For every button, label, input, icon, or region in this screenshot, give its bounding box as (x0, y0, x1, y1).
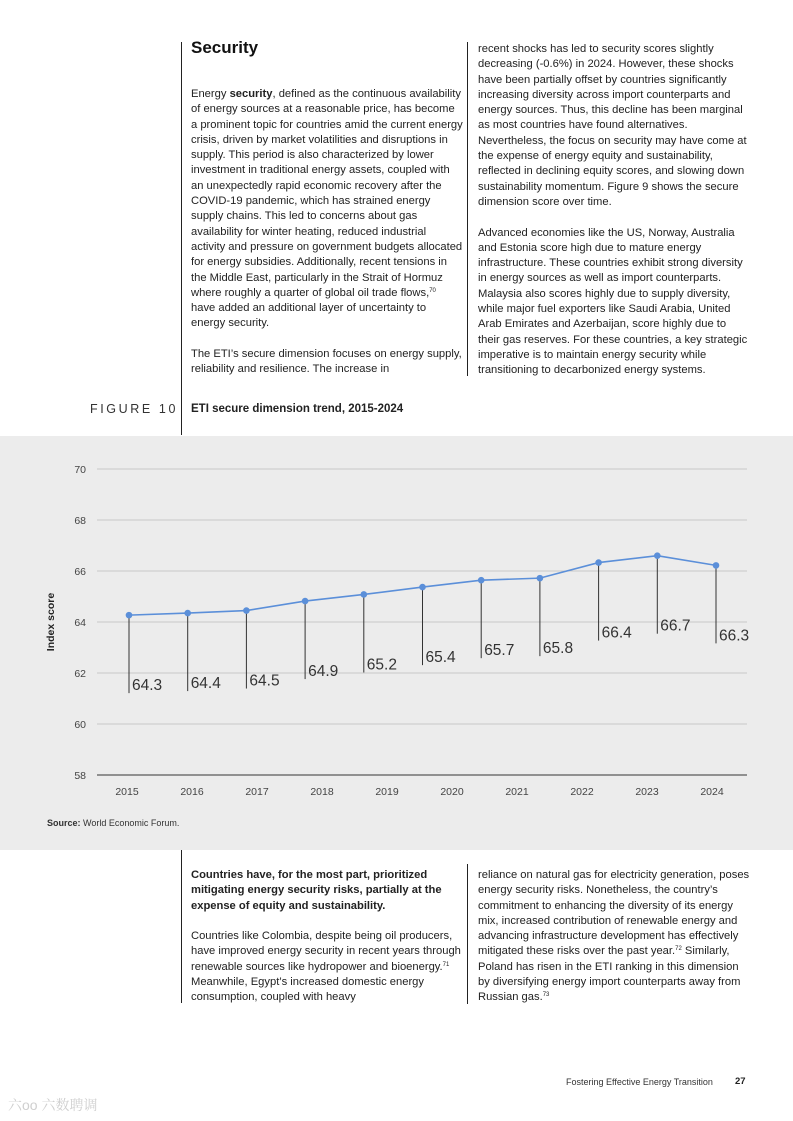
y-axis-title: Index score (45, 592, 57, 652)
data-label: 64.5 (249, 672, 280, 690)
column-divider-left-lower (181, 850, 182, 1003)
data-point (654, 552, 661, 559)
intro-paragraph-3: recent shocks has led to security scores slightly decreasing (-0.6%) in 2024. However, these shocks have been partially offset by countries significantly increasing diversity across import counterparts and energy sources. Thus, this decline has been marginal as most countries have found alternatives. Nevertheless, the focus on security may have come at the expense of energy equity and sustainability, reflected in declining equity scores, and slowing down sustainability momentum. Figure 9 shows the secure dimension score over time. (478, 43, 747, 208)
footnote-marker: 72 (675, 946, 682, 953)
data-label: 65.7 (484, 642, 515, 660)
y-tick-label: 60 (74, 719, 86, 731)
lower-paragraph-2 (478, 868, 750, 1006)
data-point (361, 591, 368, 598)
y-tick-label: 70 (74, 464, 86, 476)
data-label: 66.7 (660, 617, 691, 635)
data-label: 64.9 (308, 663, 339, 681)
y-tick-label: 58 (74, 770, 86, 782)
data-label: 65.2 (366, 656, 397, 674)
y-tick-label: 68 (74, 515, 86, 527)
x-tick-label: 2024 (700, 786, 724, 798)
footnote-marker: 70 (429, 287, 436, 294)
x-tick-label: 2017 (245, 786, 269, 798)
x-tick-label: 2016 (180, 786, 204, 798)
intro-paragraph-4: Advanced economies like the US, Norway, Australia and Estonia score high due to mature energy infrastructure. These countries exhibit strong diversity in energy sources as well as import counterparts. Malaysia also scores highly due to supply diversity, while major fuel exporters like Saudi Arabia, United Arab Emirates and Azerbaijan, score highly due to their gas reserves. For these countries, a key strategic imperative is to maintain energy security while transitioning to decarbonized energy systems. (478, 226, 748, 377)
figure-label: FIGURE 10 (90, 402, 178, 416)
data-label: 65.8 (542, 640, 574, 658)
intro-paragraph-1 (191, 87, 463, 332)
footer-title: Fostering Effective Energy Transition (566, 1077, 713, 1087)
text-run: Energy (191, 88, 230, 100)
lead-statement: Countries have, for the most part, prioritized mitigating energy security risks, partially at the expense of equity and sustainability. (191, 869, 442, 912)
data-point (713, 562, 720, 569)
intro-paragraph-2: The ETI’s secure dimension focuses on energy supply, reliability and resilience. The increase in (191, 348, 462, 376)
data-point (126, 612, 133, 619)
lower-column-left (191, 868, 463, 1006)
data-label: 64.3 (132, 677, 163, 695)
lower-paragraph-1 (191, 929, 463, 1005)
data-point (537, 575, 544, 582)
chart-panel (0, 436, 793, 850)
x-tick-label: 2019 (375, 786, 399, 798)
x-tick-label: 2022 (570, 786, 594, 798)
figure-source (47, 818, 179, 828)
y-tick-label: 64 (74, 617, 86, 629)
column-divider-right-lower (467, 864, 468, 1004)
footnote-marker: 71 (442, 961, 450, 968)
line-chart (0, 436, 793, 850)
section-title: Security (191, 38, 259, 57)
text-run: , defined as the continuous availability of energy sources at a reasonable price, has become a prominent topic for countries amid the current energy crisis, driven by market volatilities and disruptions in supply. This period is also characterized by lower investment in traditional energy assets, coupled with an unexpectedly rapid economic recovery after the COVID-19 pandemic, which has strained energy supply chains. This led to concerns about gas availability for winter heating, reduced industrial activity and pressure on government budgets allocated for energy subsidies. Additionally, recent tensions in the Middle East, particularly in the Strait of Hormuz where roughly a quarter of global oil trade flows, (191, 88, 463, 299)
column-divider-right (467, 42, 468, 376)
source-text: World Economic Forum. (80, 818, 180, 828)
text-run: Similarly, Poland has risen in the ETI ranking in this dimension by diversifying energy import counterparts away from Russian gas. (478, 945, 741, 1004)
x-tick-label: 2020 (440, 786, 464, 798)
bold-term: security (229, 88, 273, 100)
data-point (184, 610, 191, 617)
data-point (419, 584, 426, 591)
x-tick-label: 2023 (635, 786, 659, 798)
watermark: 六oo 六数聘调 (8, 1097, 98, 1113)
y-tick-label: 66 (74, 566, 86, 578)
page-number: 27 (735, 1076, 746, 1087)
data-label: 66.3 (719, 627, 750, 645)
data-point (595, 559, 602, 566)
text-run: reliance on natural gas for electricity generation, poses energy security risks. Nonetheless, the country’s commitment to enhancing the diversity of its energy mix, increased contribution of renewable energy and advancing infrastructure development has effectively mitigated these risks over the past year. (478, 869, 750, 958)
x-tick-label: 2015 (115, 786, 139, 798)
data-label: 66.4 (601, 624, 632, 642)
text-run: have added an additional layer of uncertainty to energy security. (191, 302, 427, 330)
y-tick-label: 62 (74, 668, 86, 680)
intro-column-left (191, 87, 463, 378)
data-point (302, 598, 309, 605)
data-label: 65.4 (425, 649, 456, 667)
source-label: Source: (47, 818, 81, 828)
intro-column-right (478, 42, 750, 379)
x-tick-label: 2018 (310, 786, 334, 798)
text-run: Countries like Colombia, despite being oil producers, have improved energy security in recent years through renewable sources like hydropower and bioenergy. (191, 930, 461, 973)
text-run: Meanwhile, Egypt’s increased domestic energy consumption, coupled with heavy (191, 976, 424, 1004)
lower-column-right (478, 868, 750, 1006)
footnote-marker: 73 (542, 992, 550, 999)
data-label: 64.4 (190, 675, 221, 693)
data-point (243, 607, 250, 614)
data-point (478, 577, 485, 584)
figure-title: ETI secure dimension trend, 2015-2024 (191, 403, 404, 415)
x-tick-label: 2021 (505, 786, 529, 798)
column-divider-left (181, 42, 182, 435)
